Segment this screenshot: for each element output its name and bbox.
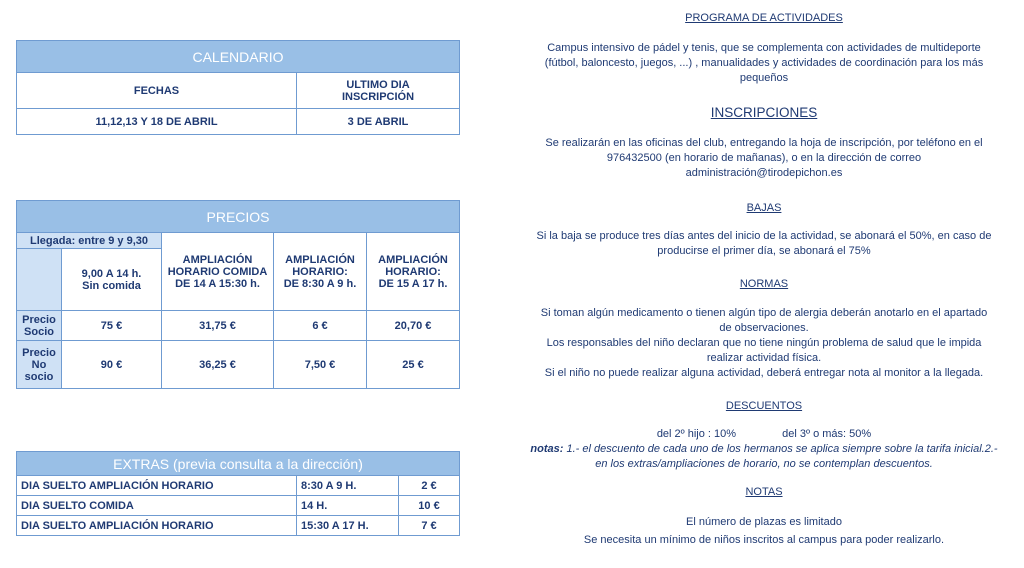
calendario-table [16, 40, 460, 135]
col-ampliacion-comida [162, 233, 274, 311]
calendario-title: CALENDARIO [17, 41, 460, 73]
inscripciones-line3: administración@tirodepichon.es [685, 167, 843, 179]
col1-line2: Sin comida [82, 279, 141, 292]
inscripciones-line2: 976432500 (en horario de mañanas), o en la dirección de correo [606, 152, 922, 164]
notas-line1: 1.- el descuento de cada uno de los hermanos se aplica siempre sobre la tarifa inicial.2.- [563, 443, 998, 455]
col3-line3: DE 8:30 A 9 h. [283, 277, 357, 290]
precios-corner-cell [17, 249, 62, 311]
col1-line1: 9,00 A 14 h. [81, 267, 142, 280]
col4-line3: DE 15 A 17 h. [378, 277, 448, 290]
col-sin-comida [62, 249, 162, 311]
notas-heading: NOTAS [745, 486, 783, 498]
bajas-line1: Si la baja se produce tres días antes del inicio de la actividad, se abonará el 50%, en caso de [536, 230, 992, 242]
inscripciones-heading: INSCRIPCIONES [710, 105, 818, 120]
col-ultimo-line1: ULTIMO DIA [346, 78, 410, 91]
extra-label: DIA SUELTO AMPLIACIÓN HORARIO [17, 516, 297, 536]
descuento-2-hijo: del 2º hijo : 10% [656, 428, 737, 440]
col-ultimo-line2: INSCRIPCIÓN [341, 90, 415, 103]
extra-price: 2 € [399, 476, 460, 496]
col-fechas: FECHAS [17, 73, 297, 109]
extra-time: 8:30 A 9 H. [297, 476, 399, 496]
programa-text [515, 41, 1013, 86]
bajas-text [515, 229, 1013, 259]
normas-line1: Si toman algún medicamento o tienen algún tipo de alergia deberán anotarlo en el apartado [540, 307, 988, 319]
nosocio-price-4: 25 € [367, 341, 460, 389]
notas-label: notas: [530, 443, 564, 455]
fechas-value: 11,12,13 Y 18 DE ABRIL [17, 109, 297, 135]
extra-time: 14 H. [297, 496, 399, 516]
col4-line1: AMPLIACIÓN [378, 253, 448, 266]
col-ampliacion-manana [274, 233, 367, 311]
col3-line1: AMPLIACIÓN [285, 253, 355, 266]
col-ampliacion-tarde [367, 233, 460, 311]
socio-price-2: 31,75 € [162, 311, 274, 341]
extra-price: 7 € [399, 516, 460, 536]
normas-text [515, 306, 1013, 381]
socio-price-3: 6 € [274, 311, 367, 341]
col2-line2: HORARIO COMIDA [167, 265, 268, 278]
notas-text-line2: Se necesita un mínimo de niños inscritos al campus para poder realizarlo. [583, 534, 945, 546]
nosocio-price-3: 7,50 € [274, 341, 367, 389]
socio-price-1: 75 € [62, 311, 162, 341]
notas-text-line1: El número de plazas es limitado [686, 516, 842, 528]
row-precio-nosocio [17, 341, 62, 389]
descuentos-rates [515, 427, 1013, 442]
descuentos-notes [515, 442, 1013, 472]
programa-heading: PROGRAMA DE ACTIVIDADES [685, 12, 843, 24]
socio-line1: Precio [22, 313, 56, 326]
normas-line2: de observaciones. [719, 322, 809, 334]
socio-line2: Socio [24, 325, 54, 338]
extra-label: DIA SUELTO AMPLIACIÓN HORARIO [17, 476, 297, 496]
nosocio-line3: socio [24, 370, 54, 383]
col4-line2: HORARIO: [385, 265, 441, 278]
extra-label: DIA SUELTO COMIDA [17, 496, 297, 516]
normas-line4: realizar actividad física. [706, 352, 822, 364]
bajas-heading: BAJAS [746, 202, 782, 214]
ultimo-value: 3 DE ABRIL [297, 109, 460, 135]
normas-line3: Los responsables del niño declaran que no tiene ningún problema de salud que le impida [546, 337, 982, 349]
nosocio-price-1: 90 € [62, 341, 162, 389]
descuentos-heading: DESCUENTOS [725, 400, 803, 412]
table-row [17, 476, 460, 496]
col2-line3: DE 14 A 15:30 h. [175, 277, 260, 290]
table-row [17, 496, 460, 516]
inscripciones-line1: Se realizarán en las oficinas del club, entregando la hoja de inscripción, por teléfono en el [545, 137, 983, 149]
nosocio-line1: Precio [22, 346, 56, 359]
descuento-3-hijo: del 3º o más: 50% [782, 428, 872, 440]
programa-line2: (fútbol, baloncesto, juegos, ...) , manualidades y actividades de coordinación para los más [544, 57, 984, 69]
bajas-line2: producirse el primer día, se abonará el 75% [657, 245, 871, 257]
extra-price: 10 € [399, 496, 460, 516]
extra-time: 15:30 A 17 H. [297, 516, 399, 536]
inscripciones-text [515, 136, 1013, 181]
nosocio-line2: No [31, 358, 47, 371]
col-ultimo-dia [297, 73, 460, 109]
precios-table [16, 200, 460, 389]
col2-line1: AMPLIACIÓN [182, 253, 253, 266]
normas-heading: NORMAS [739, 278, 789, 290]
extras-title: EXTRAS (previa consulta a la dirección) [17, 452, 460, 476]
notas-text [515, 513, 1013, 549]
notas-line2: en los extras/ampliaciones de horario, no se contemplan descuentos. [595, 458, 933, 470]
programa-line3: pequeños [739, 72, 789, 84]
extras-table [16, 451, 460, 536]
row-precio-socio [17, 311, 62, 341]
llegada-note: Llegada: entre 9 y 9,30 [17, 233, 162, 249]
nosocio-price-2: 36,25 € [162, 341, 274, 389]
programa-line1: Campus intensivo de pádel y tenis, que se complementa con actividades de multideporte [547, 42, 981, 54]
table-row [17, 516, 460, 536]
normas-line5: Si el niño no puede realizar alguna actividad, deberá entregar nota al monitor a la llegada. [544, 367, 984, 379]
socio-price-4: 20,70 € [367, 311, 460, 341]
precios-title: PRECIOS [17, 201, 460, 233]
col3-line2: HORARIO: [292, 265, 348, 278]
